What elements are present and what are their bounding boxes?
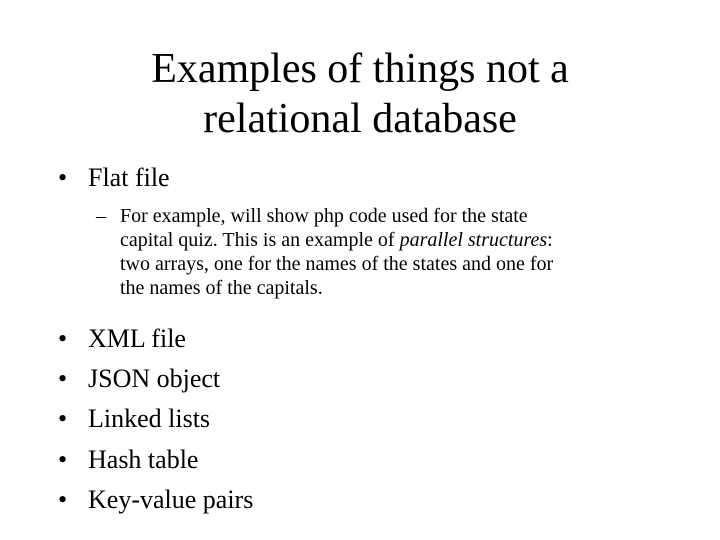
bullet-marker: • bbox=[58, 163, 68, 192]
sub-line-1: For example, will show php code used for the state bbox=[120, 205, 528, 227]
sub-line-3: two arrays, one for the names of the states and one for bbox=[120, 253, 554, 275]
slide-title bbox=[40, 44, 680, 144]
bullet-marker: • bbox=[58, 404, 68, 433]
sub-line-2-text: capital quiz. This is an example of bbox=[120, 229, 400, 251]
sub-bullet-marker: – bbox=[96, 205, 106, 227]
bullet-marker: • bbox=[58, 324, 68, 353]
sub-line-2-colon: : bbox=[547, 229, 553, 251]
bullet-text: Linked lists bbox=[88, 404, 211, 433]
sub-bullet-text bbox=[120, 204, 656, 300]
parallel-structures-emphasis: parallel structures bbox=[399, 229, 548, 251]
bullet-marker: • bbox=[58, 364, 68, 393]
bullet-text: Hash table bbox=[88, 445, 199, 474]
bullet-text: Flat file bbox=[88, 163, 170, 192]
bullet-text: Key-value pairs bbox=[88, 485, 254, 514]
bullet-marker: • bbox=[58, 485, 68, 514]
title-line-1: Examples of things not a bbox=[151, 46, 569, 92]
sub-line-2 bbox=[120, 228, 656, 252]
bullet-text: JSON object bbox=[88, 364, 221, 393]
bullet-text: XML file bbox=[88, 324, 186, 353]
title-line-2: relational database bbox=[203, 96, 517, 142]
bullet-marker: • bbox=[58, 445, 68, 474]
sub-line-4: the names of the capitals. bbox=[120, 277, 323, 299]
